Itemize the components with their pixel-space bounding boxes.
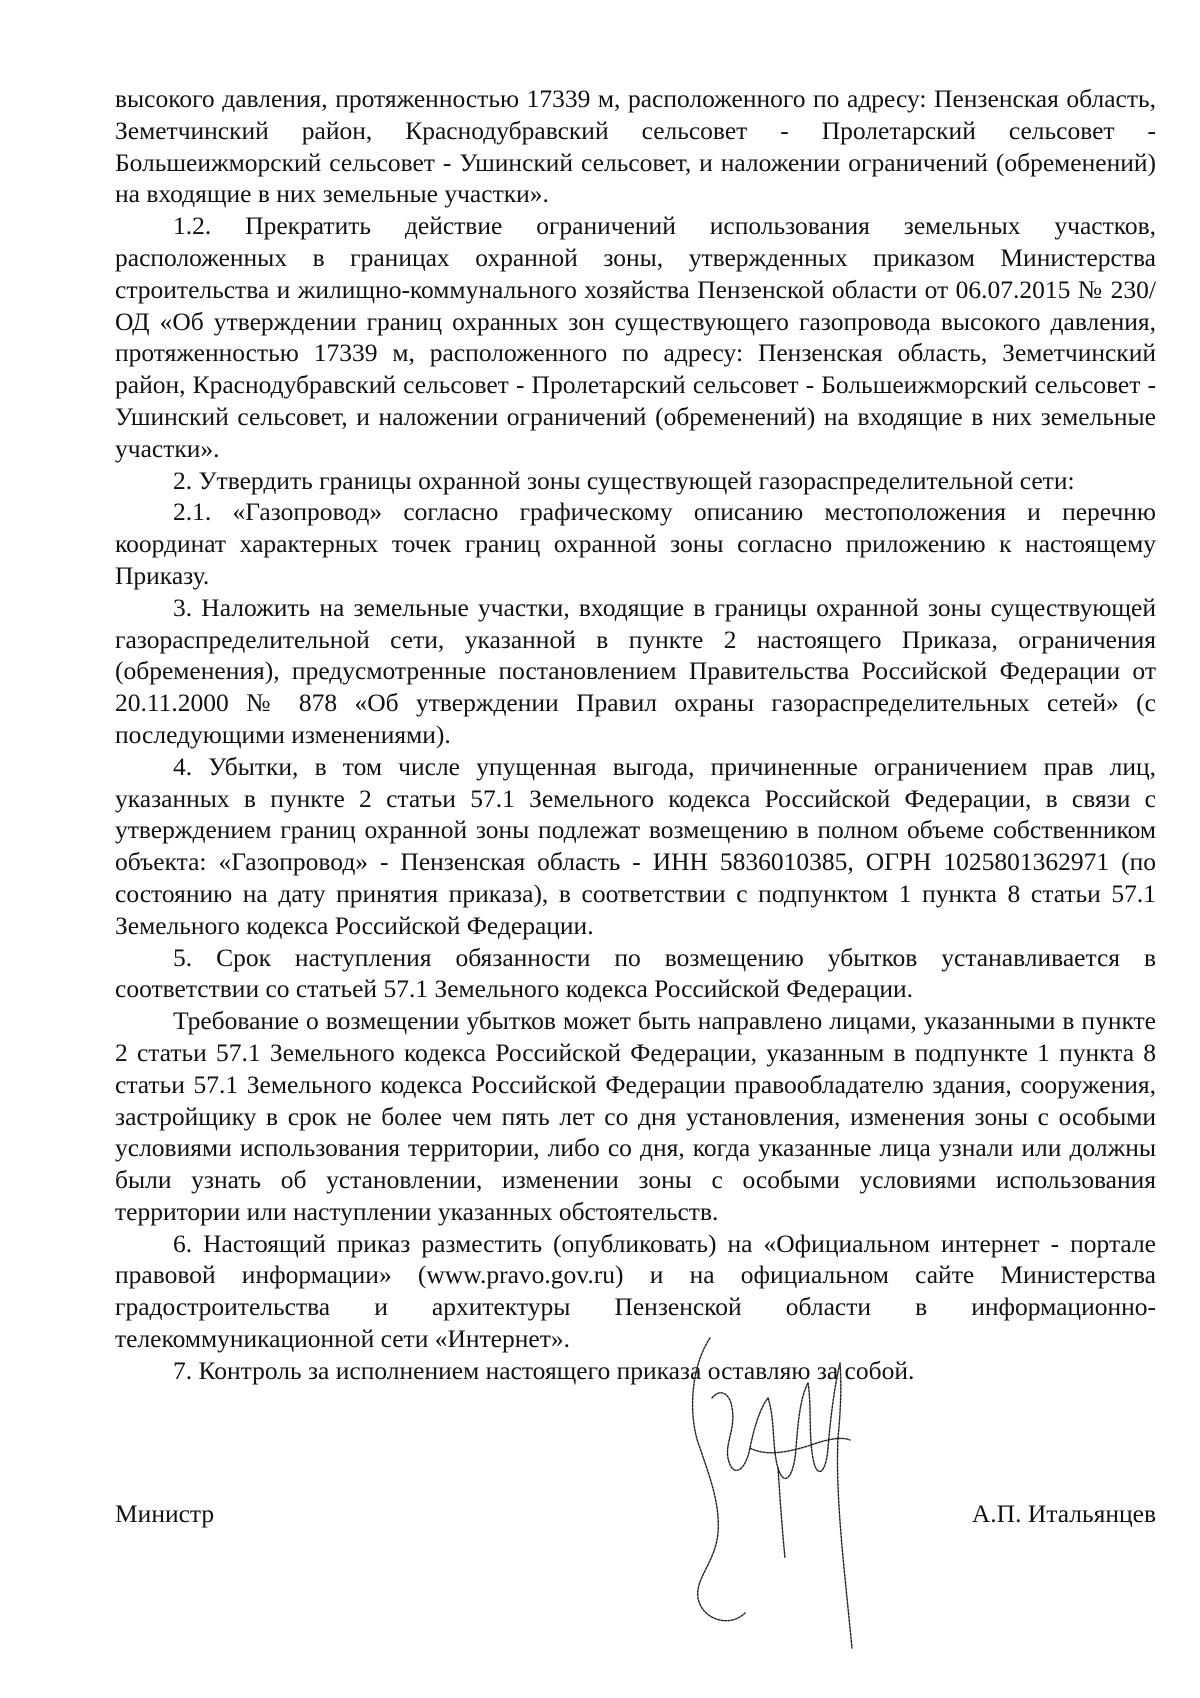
paragraph-3: 3. Наложить на земельные участки, входящие в границы охранной зоны существующей газораспределительной сети, указанной в пункте 2 настоящего Приказа, ограничения (обременения), предусмотренные постановлением Правительства Российской Федерации от 20.11.2000 № 878 «Об утверждении Правил охраны газораспределительных сетей» (с последующими изменениями). [115, 592, 1156, 749]
paragraph-6: 6. Настоящий приказ разместить (опубликовать) на «Официальном интернет - портале правовой информации» (www.pravo.gov.ru) и на официальном сайте Министерства градостроительства и архитектуры Пензенской области в информационно-телекоммуникационной сети «Интернет». [115, 1228, 1156, 1354]
paragraph-continuation: высокого давления, протяженностью 17339 м, расположенного по адресу: Пензенская область, Земетчинский район, Краснодубравский сельсовет - Пролетарский сельсовет - Большеижморский сельсовет - Ушинский сельсовет, и наложении ограничений (обременений) на входящие в них земельные участки». [115, 84, 1156, 209]
signatory-position: Министр [115, 1499, 215, 1528]
signature-block [115, 1498, 1156, 1538]
signatory-name: А.П. Итальянцев [971, 1499, 1156, 1528]
paragraph-4: 4. Убытки, в том числе упущенная выгода, причиненные ограничением прав лиц, указанных в пункте 2 статьи 57.1 Земельного кодекса Российской Федерации, в связи с утверждением границ охранной зоны подлежат возмещению в полном объеме собственником объекта: «Газопровод» - Пензенская область - ИНН 5836010385, ОГРН 1025801362971 (по состоянию на дату принятия приказа), в соответствии с подпунктом 1 пункта 8 статьи 57.1 Земельного кодекса Российской Федерации. [115, 751, 1156, 940]
document-body [115, 83, 1156, 1387]
paragraph-5: 5. Срок наступления обязанности по возмещению убытков устанавливается в соответствии со статьей 57.1 Земельного кодекса Российской Федерации. [115, 942, 1156, 1004]
paragraph-5-claim: Требование о возмещении убытков может быть направлено лицами, указанными в пункте 2 статьи 57.1 Земельного кодекса Российской Федерации, указанным в подпункте 1 пункта 8 статьи 57.1 Земельного кодекса Российской Федерации правообладателю здания, сооружения, застройщику в срок не более чем пять лет со дня установления, изменения зоны с особыми условиями использования территории, либо со дня, когда указанные лица узнали или должны были узнать об установлении, изменении зоны с особыми условиями использования территории или наступлении указанных обстоятельств. [115, 1006, 1156, 1226]
paragraph-7: 7. Контроль за исполнением настоящего приказа оставляю за собой. [173, 1355, 915, 1385]
handwritten-signature [690, 1328, 870, 1658]
paragraph-1-2: 1.2. Прекратить действие ограничений использования земельных участков, расположенных в границах охранной зоны, утвержденных приказом Министерства строительства и жилищно-коммунального хозяйства Пензенской области от 06.07.2015 № 230/ОД «Об утверждении границ охранных зон существующего газопровода высокого давления, протяженностью 17339 м, расположенного по адресу: Пензенская область, Земетчинский район, Краснодубравский сельсовет - Пролетарский сельсовет - Большеижморский сельсовет - Ушинский сельсовет, и наложении ограничений (обременений) на входящие в них земельные участки». [115, 211, 1156, 463]
paragraph-2-1: 2.1. «Газопровод» согласно графическому описанию местоположения и перечню координат характерных точек границ охранной зоны согласно приложению к настоящему Приказу. [115, 497, 1156, 590]
paragraph-2: 2. Утвердить границы охранной зоны существующей газораспределительной сети: [173, 465, 1075, 495]
